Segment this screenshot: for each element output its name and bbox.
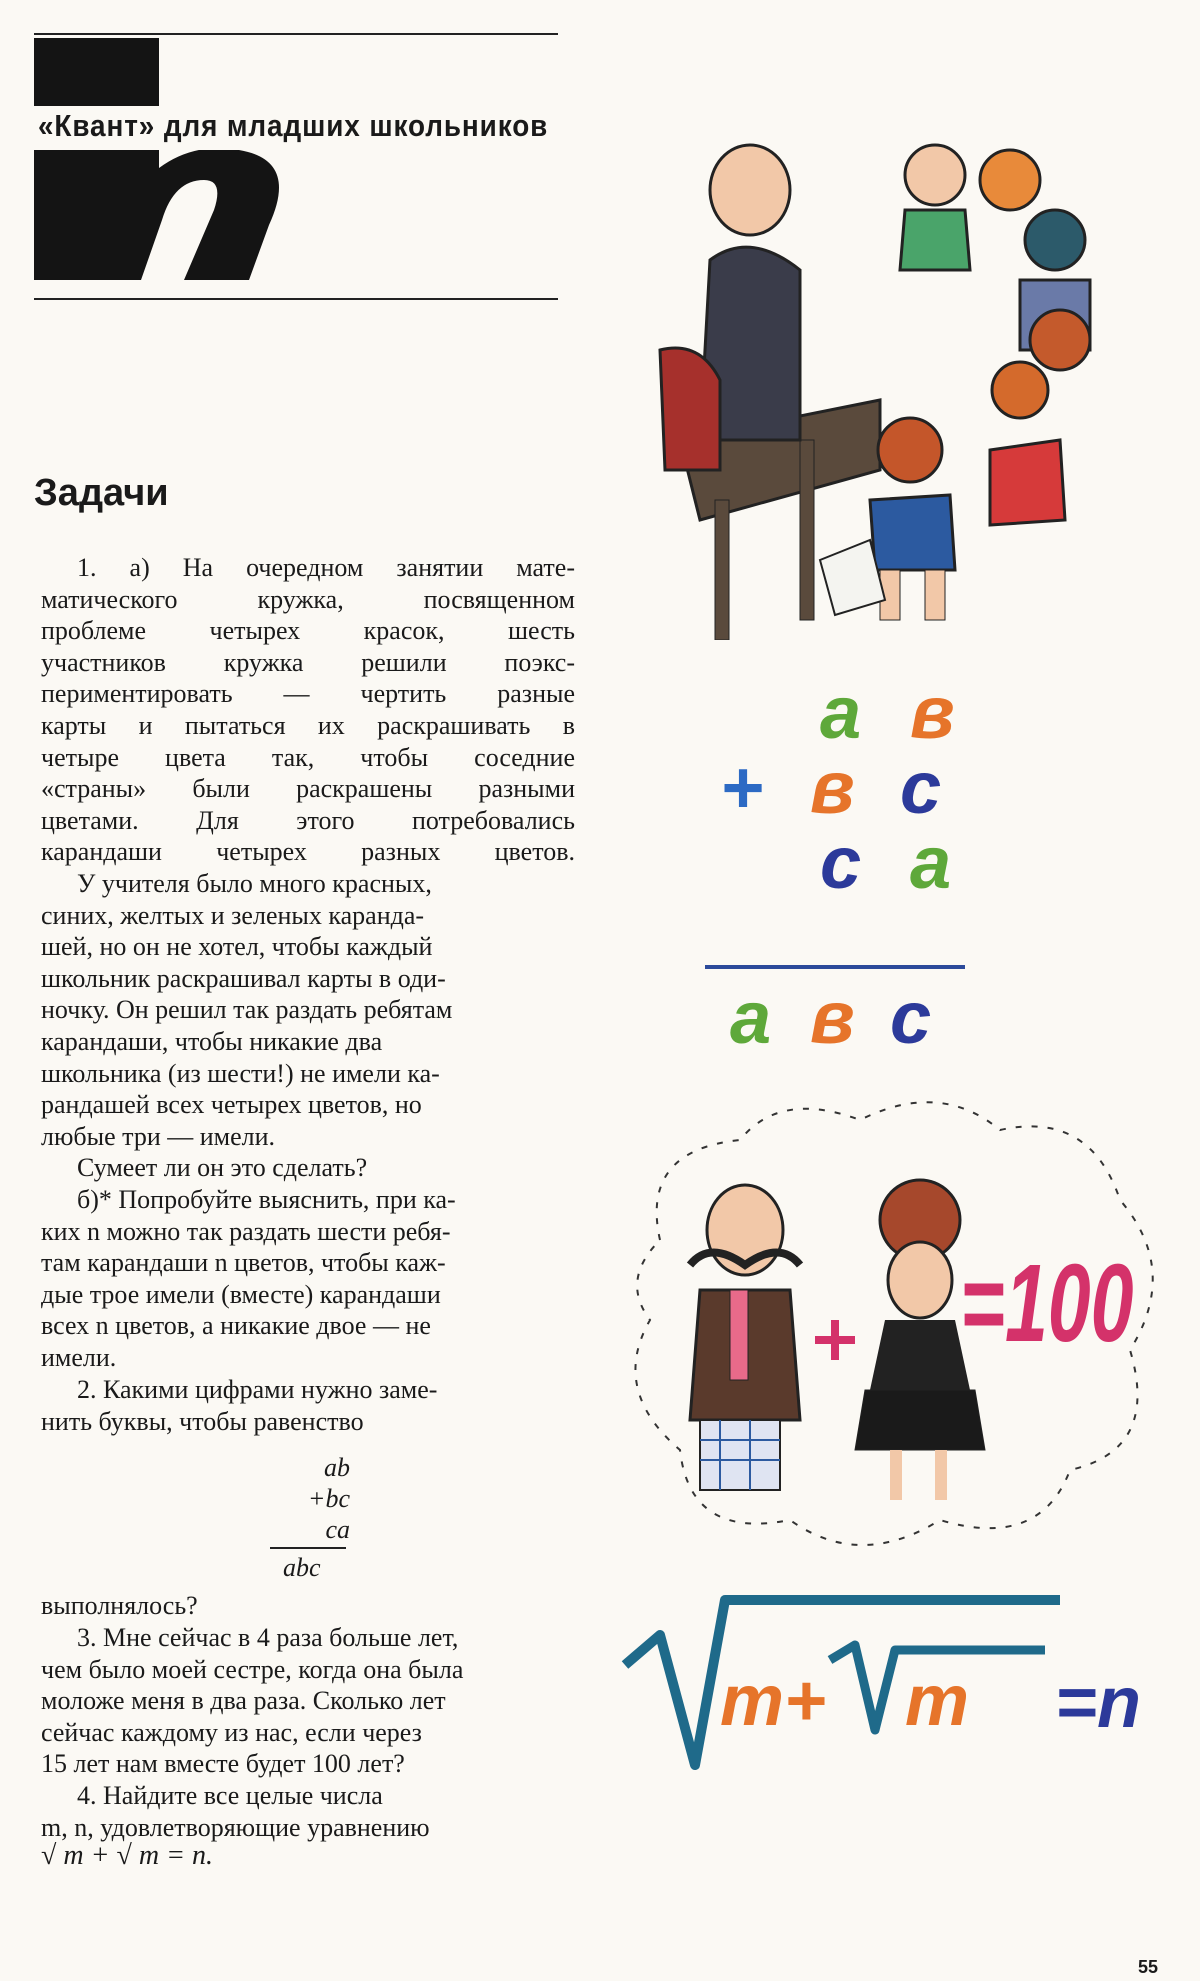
problem-line: синих, желтых и зеленых каранда- xyxy=(41,900,425,930)
problem-line: Сумеет ли он это сделать? xyxy=(77,1153,368,1182)
problem-1a-continued xyxy=(41,868,575,1152)
problem-line: всех n цветов, а никакие двое — не xyxy=(41,1311,431,1341)
hundred-text: =100 xyxy=(960,1242,1134,1365)
problem-line: карты и пытаться их раскрашивать в xyxy=(41,710,575,740)
sum-res-c: c xyxy=(890,976,932,1059)
sum-plus: + xyxy=(720,746,764,829)
sum-bot-c: c xyxy=(820,821,862,904)
equation-p2 xyxy=(270,1452,350,1545)
radical-text-inner-m: m xyxy=(905,1661,970,1741)
radical-text-eq-n: =n xyxy=(1055,1663,1142,1743)
problem-line: школьника (из шести!) не имели ка- xyxy=(41,1058,440,1088)
problem-line: 15 лет нам вместе будет 100 лет? xyxy=(41,1749,405,1779)
sum-bot-a: a xyxy=(910,821,952,904)
problem-line: дые трое имели (вместе) карандаши xyxy=(41,1279,441,1309)
problem-line: нить буквы, чтобы равенство xyxy=(41,1406,364,1436)
sum-top-a: a xyxy=(820,671,862,754)
header-top-rule xyxy=(34,33,558,35)
equation-p2-line1: ab xyxy=(324,1453,350,1482)
problem-line: ких n можно так раздать шести ребя- xyxy=(41,1216,451,1246)
section-title: Задачи xyxy=(34,472,169,514)
problem-line: периментировать — чертить разные xyxy=(41,679,575,709)
problem-line: m, n, удовлетворяющие уравнению xyxy=(41,1812,430,1842)
sum-res-b: в xyxy=(810,976,855,1059)
problem-1a-question xyxy=(41,1152,575,1184)
problem-3 xyxy=(41,1622,575,1780)
problem-line: имели. xyxy=(41,1342,117,1372)
problem-line: цветами. Для этого потребовались xyxy=(41,805,575,835)
problem-2-end xyxy=(41,1590,575,1622)
sum-res-a: a xyxy=(730,976,772,1059)
problem-line: карандаши четырех разных цветов. xyxy=(41,837,575,867)
equation-p2-rule xyxy=(270,1547,346,1549)
equation-p4: √ m + √ m = n. xyxy=(41,1840,213,1871)
problem-line: любые три — имели. xyxy=(41,1121,276,1151)
problem-line: рандашей всех четырех цветов, но xyxy=(41,1090,422,1120)
problem-line: 1. а) На очередном занятии мате- xyxy=(77,553,575,582)
problem-line: б)* Попробуйте выяснить, при ка- xyxy=(77,1185,456,1214)
problem-line: 3. Мне сейчас в 4 раза больше лет, xyxy=(77,1623,459,1652)
radical-text-m-plus: m+ xyxy=(720,1661,827,1741)
problem-line: четыре цвета так, чтобы соседние xyxy=(41,742,575,772)
problem-line: шей, но он не хотел, чтобы каждый xyxy=(41,932,433,962)
header-title: «Квант» для младших школьников xyxy=(38,108,549,143)
problem-line: сейчас каждому из нас, если через xyxy=(41,1717,422,1747)
sum-top-b: в xyxy=(910,671,955,754)
problem-line: выполнялось? xyxy=(41,1591,198,1620)
equation-p2-line3: ca xyxy=(325,1515,350,1544)
equation-p2-result: abc xyxy=(283,1553,321,1582)
problem-line: моложе меня в два раза. Сколько лет xyxy=(41,1686,446,1716)
problem-line: карандаши, чтобы никакие два xyxy=(41,1026,383,1056)
problem-4 xyxy=(41,1780,575,1843)
problem-line: «страны» были раскрашены разными xyxy=(41,774,575,804)
problem-line: ночку. Он решил так раздать ребятам xyxy=(41,995,453,1025)
problem-line: чем было моей сестре, когда она была xyxy=(41,1654,464,1684)
problem-line: участников кружка решили поэкс- xyxy=(41,647,575,677)
logo-n-top-block xyxy=(34,38,159,106)
problem-line: 4. Найдите все целые числа xyxy=(77,1781,383,1810)
problem-1a xyxy=(41,552,575,868)
problem-line: У учителя было много красных, xyxy=(77,869,432,898)
sum-rule xyxy=(705,965,965,969)
page-number: 55 xyxy=(1137,1957,1158,1977)
problem-line: школьник раскрашивал карты в оди- xyxy=(41,963,446,993)
problem-line: проблеме четырех красок, шесть xyxy=(41,616,575,646)
equation-p2-line2: +bc xyxy=(307,1484,350,1513)
header-bottom-rule xyxy=(34,298,558,300)
problem-2 xyxy=(41,1374,575,1437)
logo-n-letter xyxy=(34,150,334,280)
problem-1b xyxy=(41,1184,575,1374)
teacher-children-illustration xyxy=(640,140,1110,640)
problem-line: там карандаши n цветов, чтобы каж- xyxy=(41,1248,446,1278)
problem-line: 2. Какими цифрами нужно заме- xyxy=(77,1375,438,1404)
sum-mid-c: c xyxy=(900,746,942,829)
problem-line: матического кружка, посвященном xyxy=(41,584,575,614)
colorful-sum-illustration xyxy=(710,671,1040,1080)
sum-mid-b: в xyxy=(810,746,855,829)
